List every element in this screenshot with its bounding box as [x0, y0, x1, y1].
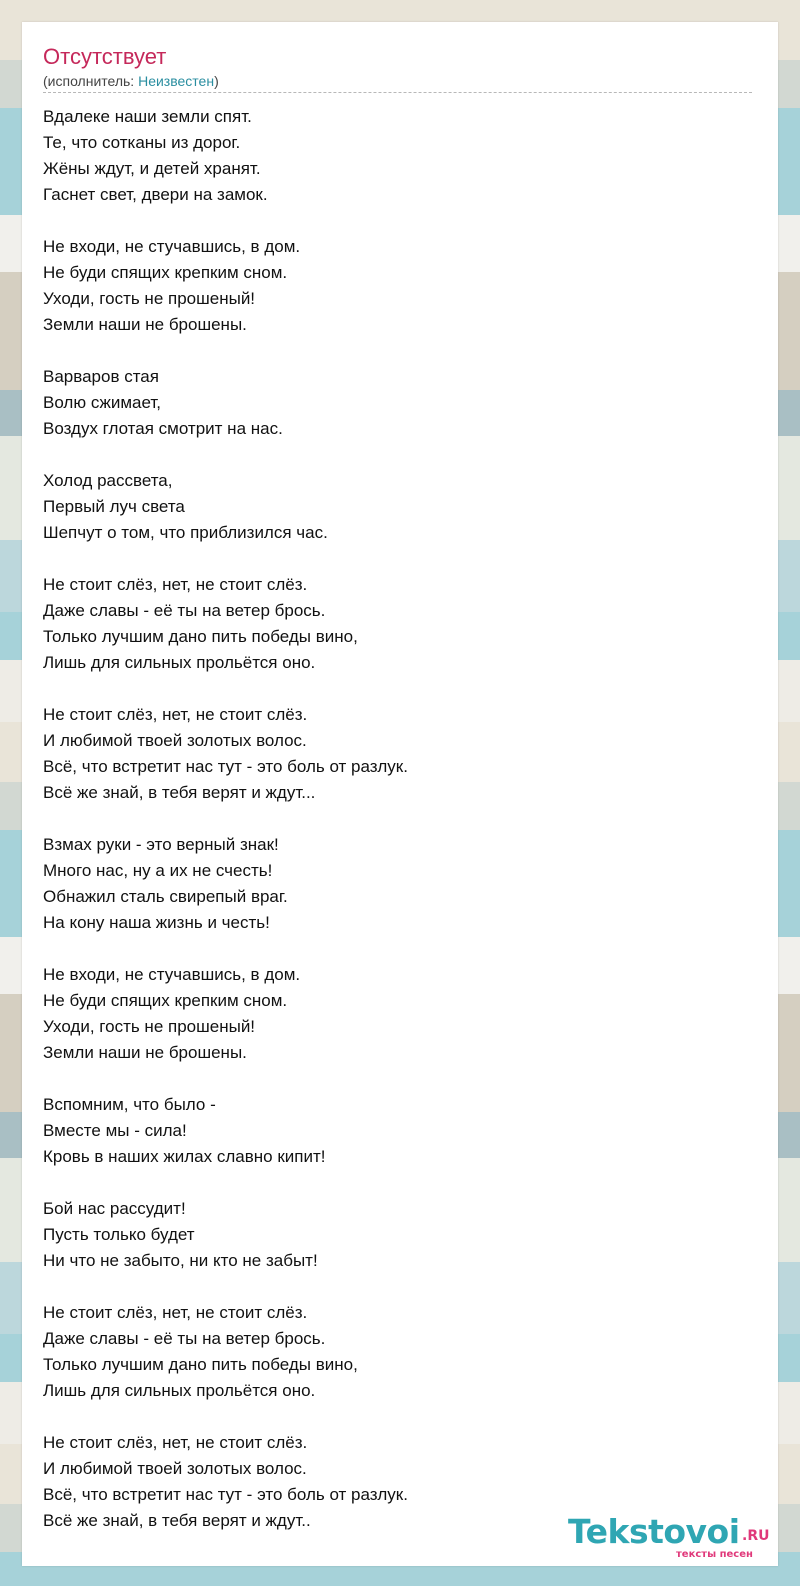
- logo-domain: .RU: [742, 1528, 770, 1544]
- lyrics-line: Те, что сотканы из дорог.: [43, 133, 241, 152]
- lyrics-line: Не стоит слёз, нет, не стоит слёз.: [43, 575, 308, 594]
- lyrics-line: Обнажил сталь свирепый враг.: [43, 887, 288, 906]
- lyrics-line: Первый луч света: [43, 497, 185, 516]
- lyrics-line: Волю сжимает,: [43, 393, 162, 412]
- artist-link[interactable]: Неизвестен: [138, 73, 215, 89]
- lyrics-stanza: [43, 832, 743, 936]
- lyrics-line: Не буди спящих крепким сном.: [43, 991, 288, 1010]
- lyrics-line: Уходи, гость не прошеный!: [43, 1017, 256, 1036]
- lyrics-stanza: [43, 962, 743, 1066]
- site-logo[interactable]: [568, 1512, 778, 1566]
- lyrics-line: Всё, что встретит нас тут - это боль от разлук.: [43, 757, 408, 776]
- lyrics-line: Кровь в наших жилах славно кипит!: [43, 1147, 326, 1166]
- lyrics-stanza: [43, 572, 743, 676]
- header-divider: [43, 92, 752, 93]
- lyrics-stanza: [43, 1300, 743, 1404]
- lyrics-line: Всё же знай, в тебя верят и ждут...: [43, 783, 316, 802]
- lyrics-line: Не стоит слёз, нет, не стоит слёз.: [43, 1303, 308, 1322]
- lyrics-line: И любимой твоей золотых волос.: [43, 1459, 307, 1478]
- lyrics-line: Холод рассвета,: [43, 471, 173, 490]
- lyrics-line: Не стоит слёз, нет, не стоит слёз.: [43, 705, 308, 724]
- lyrics-stanza: [43, 702, 743, 806]
- lyrics-line: Не входи, не стучавшись, в дом.: [43, 965, 301, 984]
- lyrics-line: Земли наши не брошены.: [43, 1043, 247, 1062]
- lyrics-line: Не буди спящих крепким сном.: [43, 263, 288, 282]
- lyrics-stanza: [43, 468, 743, 546]
- logo-wordmark: Tekstovoi: [568, 1512, 740, 1551]
- lyrics-line: Варваров стая: [43, 367, 159, 386]
- lyrics-stanza: [43, 1092, 743, 1170]
- lyrics-text: [43, 104, 743, 1560]
- lyrics-line: И любимой твоей золотых волос.: [43, 731, 307, 750]
- lyrics-line: Только лучшим дано пить победы вино,: [43, 627, 358, 646]
- lyrics-line: На кону наша жизнь и честь!: [43, 913, 270, 932]
- lyrics-line: Бой нас рассудит!: [43, 1199, 186, 1218]
- lyrics-line: Вдалеке наши земли спят.: [43, 107, 252, 126]
- artist-prefix: (исполнитель:: [43, 73, 139, 89]
- lyrics-line: Воздух глотая смотрит на нас.: [43, 419, 283, 438]
- lyrics-line: Только лучшим дано пить победы вино,: [43, 1355, 358, 1374]
- lyrics-line: Пусть только будет: [43, 1225, 195, 1244]
- logo-tagline: тексты песен: [676, 1549, 753, 1560]
- lyrics-line: Не входи, не стучавшись, в дом.: [43, 237, 301, 256]
- lyrics-card: [22, 22, 778, 1566]
- song-title: Отсутствует: [43, 44, 167, 69]
- lyrics-line: Жёны ждут, и детей хранят.: [43, 159, 261, 178]
- lyrics-line: Вспомним, что было -: [43, 1095, 216, 1114]
- lyrics-line: Много нас, ну а их не счесть!: [43, 861, 273, 880]
- lyrics-line: Лишь для сильных прольётся оно.: [43, 1381, 316, 1400]
- artist-line: [43, 72, 219, 90]
- lyrics-stanza: [43, 104, 743, 208]
- lyrics-line: Ни что не забыто, ни кто не забыт!: [43, 1251, 318, 1270]
- lyrics-line: Гаснет свет, двери на замок.: [43, 185, 268, 204]
- lyrics-line: Даже славы - её ты на ветер брось.: [43, 1329, 326, 1348]
- lyrics-line: Шепчут о том, что приблизился час.: [43, 523, 328, 542]
- lyrics-line: Земли наши не брошены.: [43, 315, 247, 334]
- lyrics-line: Всё же знай, в тебя верят и ждут..: [43, 1511, 311, 1530]
- lyrics-line: Вместе мы - сила!: [43, 1121, 187, 1140]
- lyrics-stanza: [43, 234, 743, 338]
- lyrics-stanza: [43, 364, 743, 442]
- lyrics-stanza: [43, 1196, 743, 1274]
- lyrics-line: Не стоит слёз, нет, не стоит слёз.: [43, 1433, 308, 1452]
- lyrics-line: Лишь для сильных прольётся оно.: [43, 653, 316, 672]
- lyrics-line: Всё, что встретит нас тут - это боль от разлук.: [43, 1485, 408, 1504]
- lyrics-line: Взмах руки - это верный знак!: [43, 835, 279, 854]
- lyrics-line: Уходи, гость не прошеный!: [43, 289, 256, 308]
- lyrics-line: Даже славы - её ты на ветер брось.: [43, 601, 326, 620]
- artist-suffix: ): [214, 73, 219, 89]
